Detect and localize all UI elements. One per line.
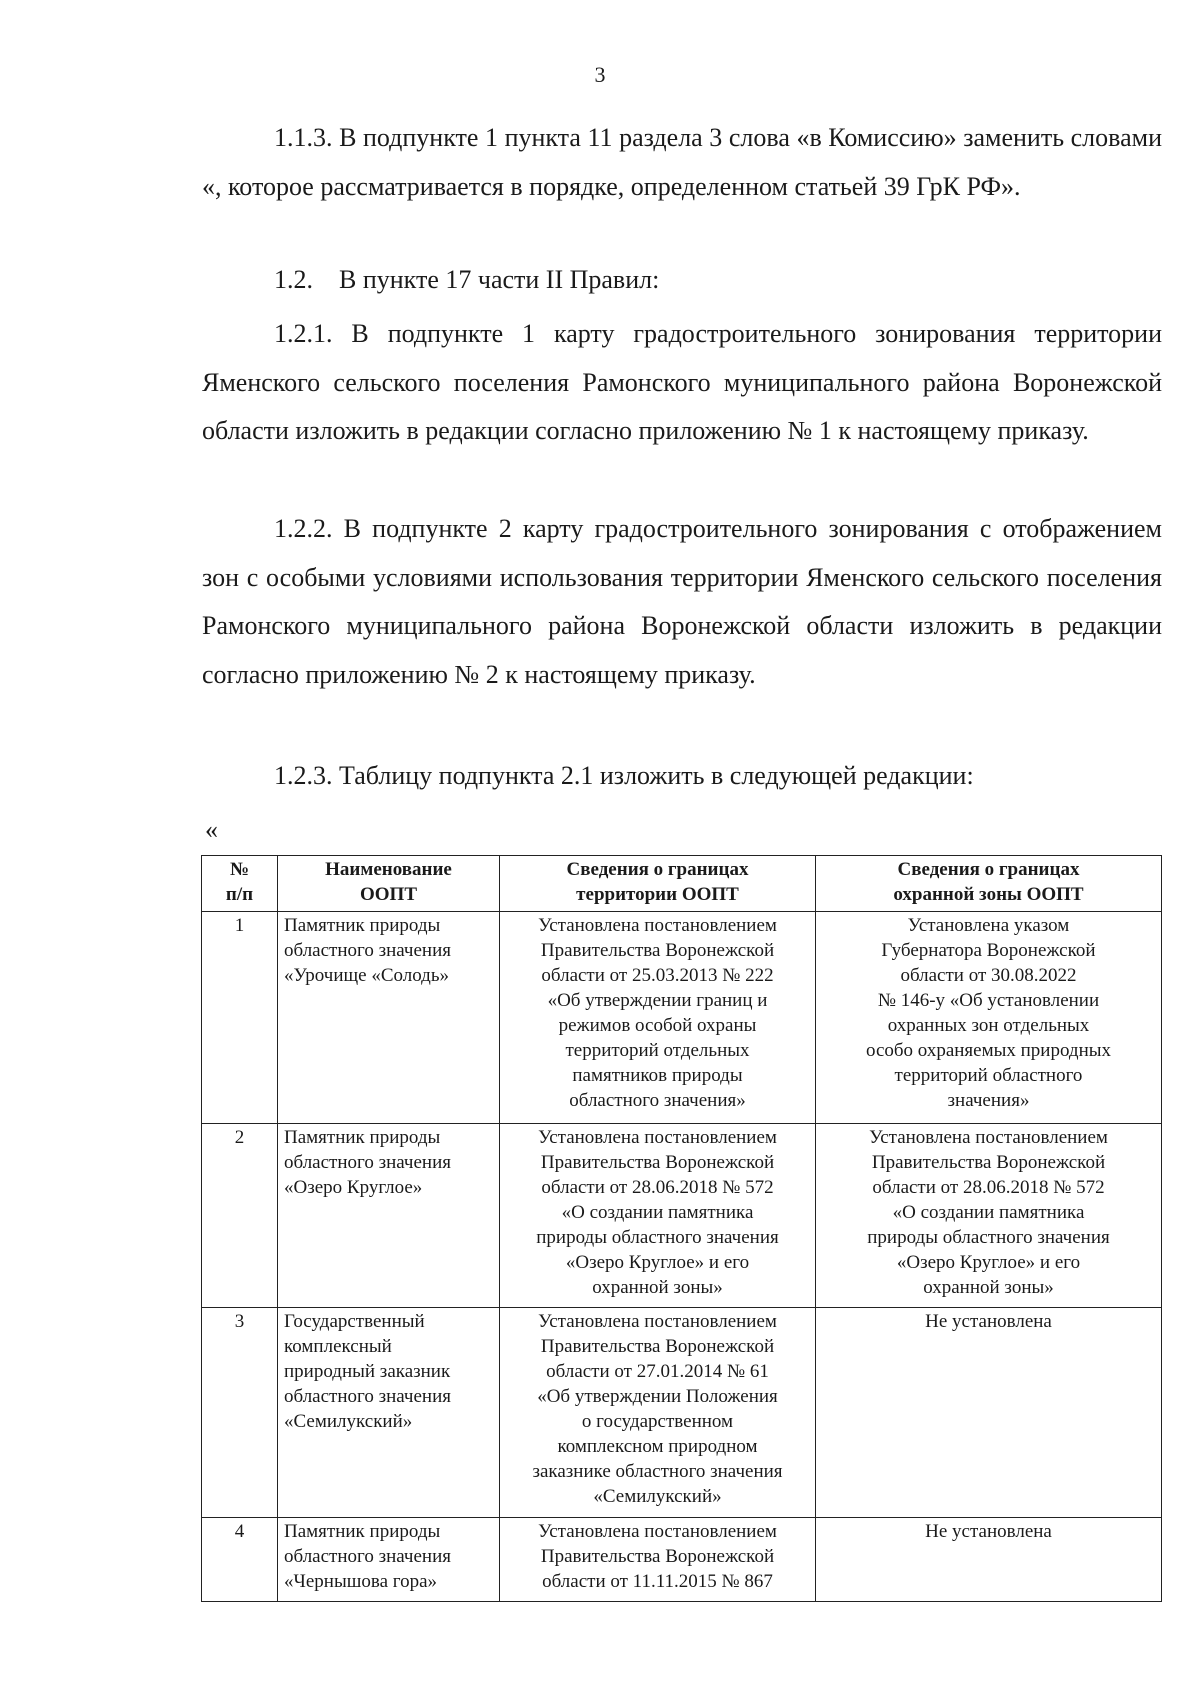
opening-quote-mark: « (205, 815, 218, 844)
paragraph-1-2: 1.2. В пункте 17 части II Правил: (274, 265, 660, 294)
territory-info: Установлена постановлением Правительства Воронежской области от 11.11.2015 № 867 (500, 1518, 816, 1602)
header-territory-bounds: Сведения о границах территории ООПТ (500, 856, 816, 912)
zone-info: Не установлена (816, 1308, 1162, 1518)
row-number: 4 (202, 1518, 278, 1602)
oopt-name: Памятник природы областного значения «Урочище «Солодь» (278, 912, 500, 1124)
oopt-name: Памятник природы областного значения «Чернышова гора» (278, 1518, 500, 1602)
header-name: Наименование ООПТ (278, 856, 500, 912)
paragraph-1-2-2: 1.2.2. В подпункте 2 карту градостроительного зонирования с отображением зон с особыми условиями использования территории Яменского сельского поселения Рамонского муниципального района Воронежской области изложить в редакции согласно приложению № 2 к настоящему приказу. (202, 514, 1162, 689)
paragraph-1-2-1: 1.2.1. В подпункте 1 карту градостроительного зонирования территории Яменского сельского поселения Рамонского муниципального района Воронежской области изложить в редакции согласно приложению № 1 к настоящему приказу. (202, 319, 1162, 445)
header-number: № п/п (202, 856, 278, 912)
table-row (202, 1518, 1162, 1602)
territory-info: Установлена постановлением Правительства Воронежской области от 28.06.2018 № 572 «О создании памятника природы областного значения «Озеро Круглое» и его охранной зоны» (500, 1124, 816, 1308)
territory-info: Установлена постановлением Правительства Воронежской области от 25.03.2013 № 222 «Об утверждении границ и режимов особой охраны территорий отдельных памятников природы областного значения» (500, 912, 816, 1124)
row-number: 1 (202, 912, 278, 1124)
table-header-row (202, 856, 1162, 912)
paragraph-1-2-3: 1.2.3. Таблицу подпункта 2.1 изложить в следующей редакции: (274, 761, 974, 790)
table-row (202, 1124, 1162, 1308)
zone-info: Установлена постановлением Правительства Воронежской области от 28.06.2018 № 572 «О создании памятника природы областного значения «Озеро Круглое» и его охранной зоны» (816, 1124, 1162, 1308)
territory-info: Установлена постановлением Правительства Воронежской области от 27.01.2014 № 61 «Об утверждении Положения о государственном комплексном природном заказнике областного значения «Семилукский» (500, 1308, 816, 1518)
oopt-table (201, 855, 1162, 1602)
row-number: 3 (202, 1308, 278, 1518)
oopt-name: Памятник природы областного значения «Озеро Круглое» (278, 1124, 500, 1308)
table-row (202, 1308, 1162, 1518)
paragraph-1-1-3: 1.1.3. В подпункте 1 пункта 11 раздела 3 слова «в Комиссию» заменить словами «, которое рассматривается в порядке, определенном статьей 39 ГрК РФ». (202, 123, 1162, 201)
table-row (202, 912, 1162, 1124)
page-number: 3 (594, 62, 606, 87)
zone-info: Установлена указом Губернатора Воронежской области от 30.08.2022 № 146-у «Об установлении охранных зон отдельных особо охраняемых природных территорий областного значения» (816, 912, 1162, 1124)
zone-info: Не установлена (816, 1518, 1162, 1602)
oopt-name: Государственный комплексный природный заказник областного значения «Семилукский» (278, 1308, 500, 1518)
header-protection-zone-bounds: Сведения о границах охранной зоны ООПТ (816, 856, 1162, 912)
row-number: 2 (202, 1124, 278, 1308)
